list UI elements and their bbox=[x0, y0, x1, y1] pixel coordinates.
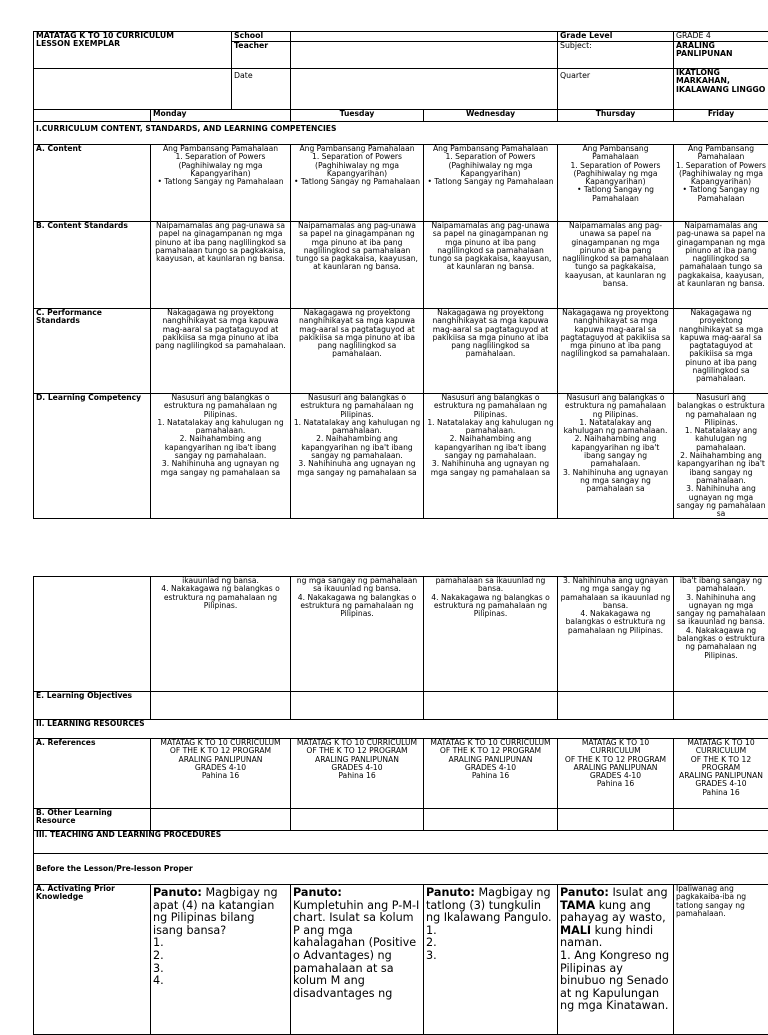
content-wednesday: Ang Pambansang Pamahalaan 1. Separation of Powers (Paghihiwalay ng mga Kapangyarihan) • Tatlong Sangay ng Pamahalaan bbox=[424, 145, 558, 222]
list-item: 1. bbox=[426, 925, 555, 938]
mali-label: MALI bbox=[560, 924, 591, 937]
list-item: 2. bbox=[426, 937, 555, 950]
section-before-lesson: Before the Lesson/Pre-lesson Proper bbox=[34, 854, 768, 885]
other-resources-tuesday bbox=[291, 809, 424, 831]
grade-value: GRADE 4 bbox=[674, 32, 768, 42]
subject-label: Subject: bbox=[558, 42, 674, 69]
references-label: A. References bbox=[34, 739, 151, 809]
other-resources-label: B. Other Learning Resource bbox=[34, 809, 151, 831]
activity-wednesday bbox=[424, 885, 558, 1035]
panuto-label: Panuto: bbox=[153, 886, 202, 899]
activity-tuesday-text: Kumpletuhin ang P-M-I chart. Isulat sa kolum P ang mga kahalagahan (Positive o Advantages) ng pamahalaan at sa kolum M ang disadvantages ng bbox=[293, 900, 421, 1001]
section-curriculum: I.CURRICULUM CONTENT, STANDARDS, AND LEARNING COMPETENCIES bbox=[34, 122, 768, 145]
lesson-exemplar-page-2 bbox=[33, 576, 768, 1035]
activity-monday-text: Magbigay ng apat (4) na katangian ng Pilipinas bilang isang bansa? bbox=[153, 886, 278, 937]
lesson-exemplar-page-1 bbox=[33, 31, 768, 519]
day-thursday: Thursday bbox=[558, 110, 674, 122]
section-resources: II. LEARNING RESOURCES bbox=[34, 720, 768, 739]
competency-monday: Nasusuri ang balangkas o estruktura ng pamahalaan ng Pilipinas. 1. Natatalakay ang kahulugan ng pamahalaan. 2. Naihahambing ang kapangyarihan ng iba't ibang sangay ng pamahalaan. 3. Nahihinuha ang ugnayan ng mga sangay ng pamahalaan sa bbox=[151, 394, 291, 519]
list-item: 3. bbox=[426, 950, 555, 963]
content-friday: Ang Pambansang Pamahalaan 1. Separation of Powers (Paghihiwalay ng mga Kapangyarihan) • Tatlong Sangay ng Pamahalaan bbox=[674, 145, 768, 222]
list-item: 2. bbox=[153, 950, 288, 963]
content-thursday: Ang Pambansang Pamahalaan 1. Separation of Powers (Paghihiwalay ng mga Kapangyarihan) • Tatlong Sangay ng Pamahalaan bbox=[558, 145, 674, 222]
performance-thursday: Nakagagawa ng proyektong nanghihikayat sa mga kapuwa mag-aaral sa pagtataguyod at pakikiisa sa mga pinuno at iba pang naglilingkod sa pamahalaan. bbox=[558, 309, 674, 394]
objectives-tuesday bbox=[291, 692, 424, 720]
school-value bbox=[291, 32, 558, 42]
standards-monday: Naipamamalas ang pag-unawa sa papel na ginagampanan ng mga pinuno at iba pang naglilingkod sa pamahalaan tungo sa pagkakaisa, kaayusan, at kaunlaran ng bansa. bbox=[151, 222, 291, 309]
standards-thursday: Naipamamalas ang pag-unawa sa papel na ginagampanan ng mga pinuno at iba pang naglilingkod sa pamahalaan tungo sa pagkakaisa, kaayusan, at kaunlaran ng bansa. bbox=[558, 222, 674, 309]
lesson-table-bottom bbox=[33, 576, 768, 1035]
performance-label: C. Performance Standards bbox=[34, 309, 151, 394]
activity-thursday-text: kung hindi naman. bbox=[560, 924, 653, 950]
performance-monday: Nakagagawa ng proyektong nanghihikayat sa mga kapuwa mag-aaral sa pagtataguyod at pakikiisa sa mga pinuno at iba pang naglilingkod sa pamahalaan. bbox=[151, 309, 291, 394]
grade-label: Grade Level bbox=[558, 32, 674, 42]
teacher-value bbox=[291, 42, 558, 69]
day-wednesday: Wednesday bbox=[424, 110, 558, 122]
panuto-label: Panuto: bbox=[293, 886, 342, 899]
other-resources-thursday bbox=[558, 809, 674, 831]
quarter-label: Quarter bbox=[558, 69, 674, 110]
standards-label: B. Content Standards bbox=[34, 222, 151, 309]
list-item: 1. Ang Kongreso ng Pilipinas ay binubuo ng Senado at ng Kapulungan ng mga Kinatawan. bbox=[560, 950, 671, 1013]
exemplar-title: MATATAG K TO 10 CURRICULUM LESSON EXEMPLAR bbox=[34, 32, 232, 69]
day-tuesday: Tuesday bbox=[291, 110, 424, 122]
activity-thursday-text: Isulat ang bbox=[609, 886, 668, 899]
objectives-friday bbox=[674, 692, 768, 720]
content-tuesday: Ang Pambansang Pamahalaan 1. Separation of Powers (Paghihiwalay ng mga Kapangyarihan) • Tatlong Sangay ng Pamahalaan bbox=[291, 145, 424, 222]
performance-tuesday: Nakagagawa ng proyektong nanghihikayat sa mga kapuwa mag-aaral sa pagtataguyod at pakikiisa sa mga pinuno at iba pang naglilingkod sa pamahalaan. bbox=[291, 309, 424, 394]
blank-cell bbox=[34, 69, 232, 110]
standards-wednesday: Naipamamalas ang pag-unawa sa papel na ginagampanan ng mga pinuno at iba pang naglilingkod sa pamahalaan tungo sa pagkakaisa, kaayusan, at kaunlaran ng bansa. bbox=[424, 222, 558, 309]
other-resources-friday bbox=[674, 809, 768, 831]
activity-tuesday bbox=[291, 885, 424, 1035]
references-friday: MATATAG K TO 10 CURRICULUM OF THE K TO 12 PROGRAM ARALING PANLIPUNAN GRADES 4-10 Pahina 16 bbox=[674, 739, 768, 809]
competency-cont-thursday: 3. Nahihinuha ang ugnayan ng mga sangay ng pamahalaan sa ikauunlad ng bansa. 4. Nakakagawa ng balangkas o estruktura ng pamahalaan ng Pilipinas. bbox=[558, 577, 674, 692]
day-header-blank bbox=[34, 110, 151, 122]
school-label: School bbox=[232, 32, 291, 42]
objectives-thursday bbox=[558, 692, 674, 720]
date-value bbox=[291, 69, 558, 110]
references-wednesday: MATATAG K TO 10 CURRICULUM OF THE K TO 12 PROGRAM ARALING PANLIPUNAN GRADES 4-10 Pahina 16 bbox=[424, 739, 558, 809]
standards-friday: Naipamamalas ang pag-unawa sa papel na ginagampanan ng mga pinuno at iba pang naglilingkod sa pamahalaan tungo sa pagkakaisa, kaayusan, at kaunlaran ng bansa. bbox=[674, 222, 768, 309]
content-label: A. Content bbox=[34, 145, 151, 222]
list-item: 1. bbox=[153, 937, 288, 950]
panuto-label: Panuto: bbox=[560, 886, 609, 899]
competency-cont-wednesday: pamahalaan sa ikauunlad ng bansa. 4. Nakakagawa ng balangkas o estruktura ng pamahalaan ng Pilipinas. bbox=[424, 577, 558, 692]
competency-tuesday: Nasusuri ang balangkas o estruktura ng pamahalaan ng Pilipinas. 1. Natatalakay ang kahulugan ng pamahalaan. 2. Naihahambing ang kapangyarihan ng iba't ibang sangay ng pamahalaan. 3. Nahihinuha ang ugnayan ng mga sangay ng pamahalaan sa bbox=[291, 394, 424, 519]
objectives-monday bbox=[151, 692, 291, 720]
standards-tuesday: Naipamamalas ang pag-unawa sa papel na ginagampanan ng mga pinuno at iba pang naglilingkod sa pamahalaan tungo sa pagkakaisa, kaayusan, at kaunlaran ng bansa. bbox=[291, 222, 424, 309]
competency-friday: Nasusuri ang balangkas o estruktura ng pamahalaan ng Pilipinas. 1. Natatalakay ang kahulugan ng pamahalaan. 2. Naihahambing ang kapangyarihan ng iba't ibang sangay ng pamahalaan. 3. Nahihinuha ang ugnayan ng mga sangay ng pamahalaan sa bbox=[674, 394, 768, 519]
activity-thursday bbox=[558, 885, 674, 1035]
teacher-label: Teacher bbox=[232, 42, 291, 69]
competency-cont-friday: iba't ibang sangay ng pamahalaan. 3. Nahihinuha ang ugnayan ng mga sangay ng pamahalaan sa ikauunlad ng bansa. 4. Nakakagawa ng balangkas o estruktura ng pamahalaan ng Pilipinas. bbox=[674, 577, 768, 692]
activity-friday: Ipaliwanag ang pagkakaiba-iba ng tatlong sangay ng pamahalaan. bbox=[674, 885, 768, 1035]
competency-label: D. Learning Competency bbox=[34, 394, 151, 519]
list-item: 3. bbox=[153, 963, 288, 976]
activity-monday bbox=[151, 885, 291, 1035]
lesson-table-top bbox=[33, 31, 768, 519]
activity-thursday-text: kung ang pahayag ay wasto, bbox=[560, 899, 666, 925]
day-friday: Friday bbox=[674, 110, 768, 122]
section-procedures: III. TEACHING AND LEARNING PROCEDURES bbox=[34, 831, 768, 854]
other-resources-wednesday bbox=[424, 809, 558, 831]
performance-wednesday: Nakagagawa ng proyektong nanghihikayat sa mga kapuwa mag-aaral sa pagtataguyod at pakikiisa sa mga pinuno at iba pang naglilingkod sa pamahalaan. bbox=[424, 309, 558, 394]
competency-wednesday: Nasusuri ang balangkas o estruktura ng pamahalaan ng Pilipinas. 1. Natatalakay ang kahulugan ng pamahalaan. 2. Naihahambing ang kapangyarihan ng iba't ibang sangay ng pamahalaan. 3. Nahihinuha ang ugnayan ng mga sangay ng pamahalaan sa bbox=[424, 394, 558, 519]
day-monday: Monday bbox=[151, 110, 291, 122]
competency-cont-monday: ikauunlad ng bansa. 4. Nakakagawa ng balangkas o estruktura ng pamahalaan ng Pilipinas. bbox=[151, 577, 291, 692]
list-item: 4. bbox=[153, 975, 288, 988]
other-resources-monday bbox=[151, 809, 291, 831]
references-monday: MATATAG K TO 10 CURRICULUM OF THE K TO 12 PROGRAM ARALING PANLIPUNAN GRADES 4-10 Pahina 16 bbox=[151, 739, 291, 809]
competency-thursday: Nasusuri ang balangkas o estruktura ng pamahalaan ng Pilipinas. 1. Natatalakay ang kahulugan ng pamahalaan. 2. Naihahambing ang kapangyarihan ng iba't ibang sangay ng pamahalaan. 3. Nahihinuha ang ugnayan ng mga sangay ng pamahalaan sa bbox=[558, 394, 674, 519]
objectives-wednesday bbox=[424, 692, 558, 720]
performance-friday: Nakagagawa ng proyektong nanghihikayat sa mga kapuwa mag-aaral sa pagtataguyod at pakikiisa sa mga pinuno at iba pang naglilingkod sa pamahalaan. bbox=[674, 309, 768, 394]
references-thursday: MATATAG K TO 10 CURRICULUM OF THE K TO 12 PROGRAM ARALING PANLIPUNAN GRADES 4-10 Pahina 16 bbox=[558, 739, 674, 809]
objectives-label: E. Learning Objectives bbox=[34, 692, 151, 720]
references-tuesday: MATATAG K TO 10 CURRICULUM OF THE K TO 12 PROGRAM ARALING PANLIPUNAN GRADES 4-10 Pahina 16 bbox=[291, 739, 424, 809]
competency-cont-blank bbox=[34, 577, 151, 692]
panuto-label: Panuto: bbox=[426, 886, 475, 899]
date-label: Date bbox=[232, 69, 291, 110]
activity-wednesday-text: Magbigay ng tatlong (3) tungkulin ng Ikalawang Pangulo. bbox=[426, 886, 552, 924]
subject-value: ARALING PANLIPUNAN bbox=[674, 42, 768, 69]
quarter-value: IKATLONG MARKAHAN, IKALAWANG LINGGO bbox=[674, 69, 768, 110]
content-monday: Ang Pambansang Pamahalaan 1. Separation of Powers (Paghihiwalay ng mga Kapangyarihan) • Tatlong Sangay ng Pamahalaan bbox=[151, 145, 291, 222]
competency-cont-tuesday: ng mga sangay ng pamahalaan sa ikauunlad ng bansa. 4. Nakakagawa ng balangkas o estruktura ng pamahalaan ng Pilipinas. bbox=[291, 577, 424, 692]
tama-label: TAMA bbox=[560, 899, 595, 912]
prior-knowledge-label: A. Activating Prior Knowledge bbox=[34, 885, 151, 1035]
